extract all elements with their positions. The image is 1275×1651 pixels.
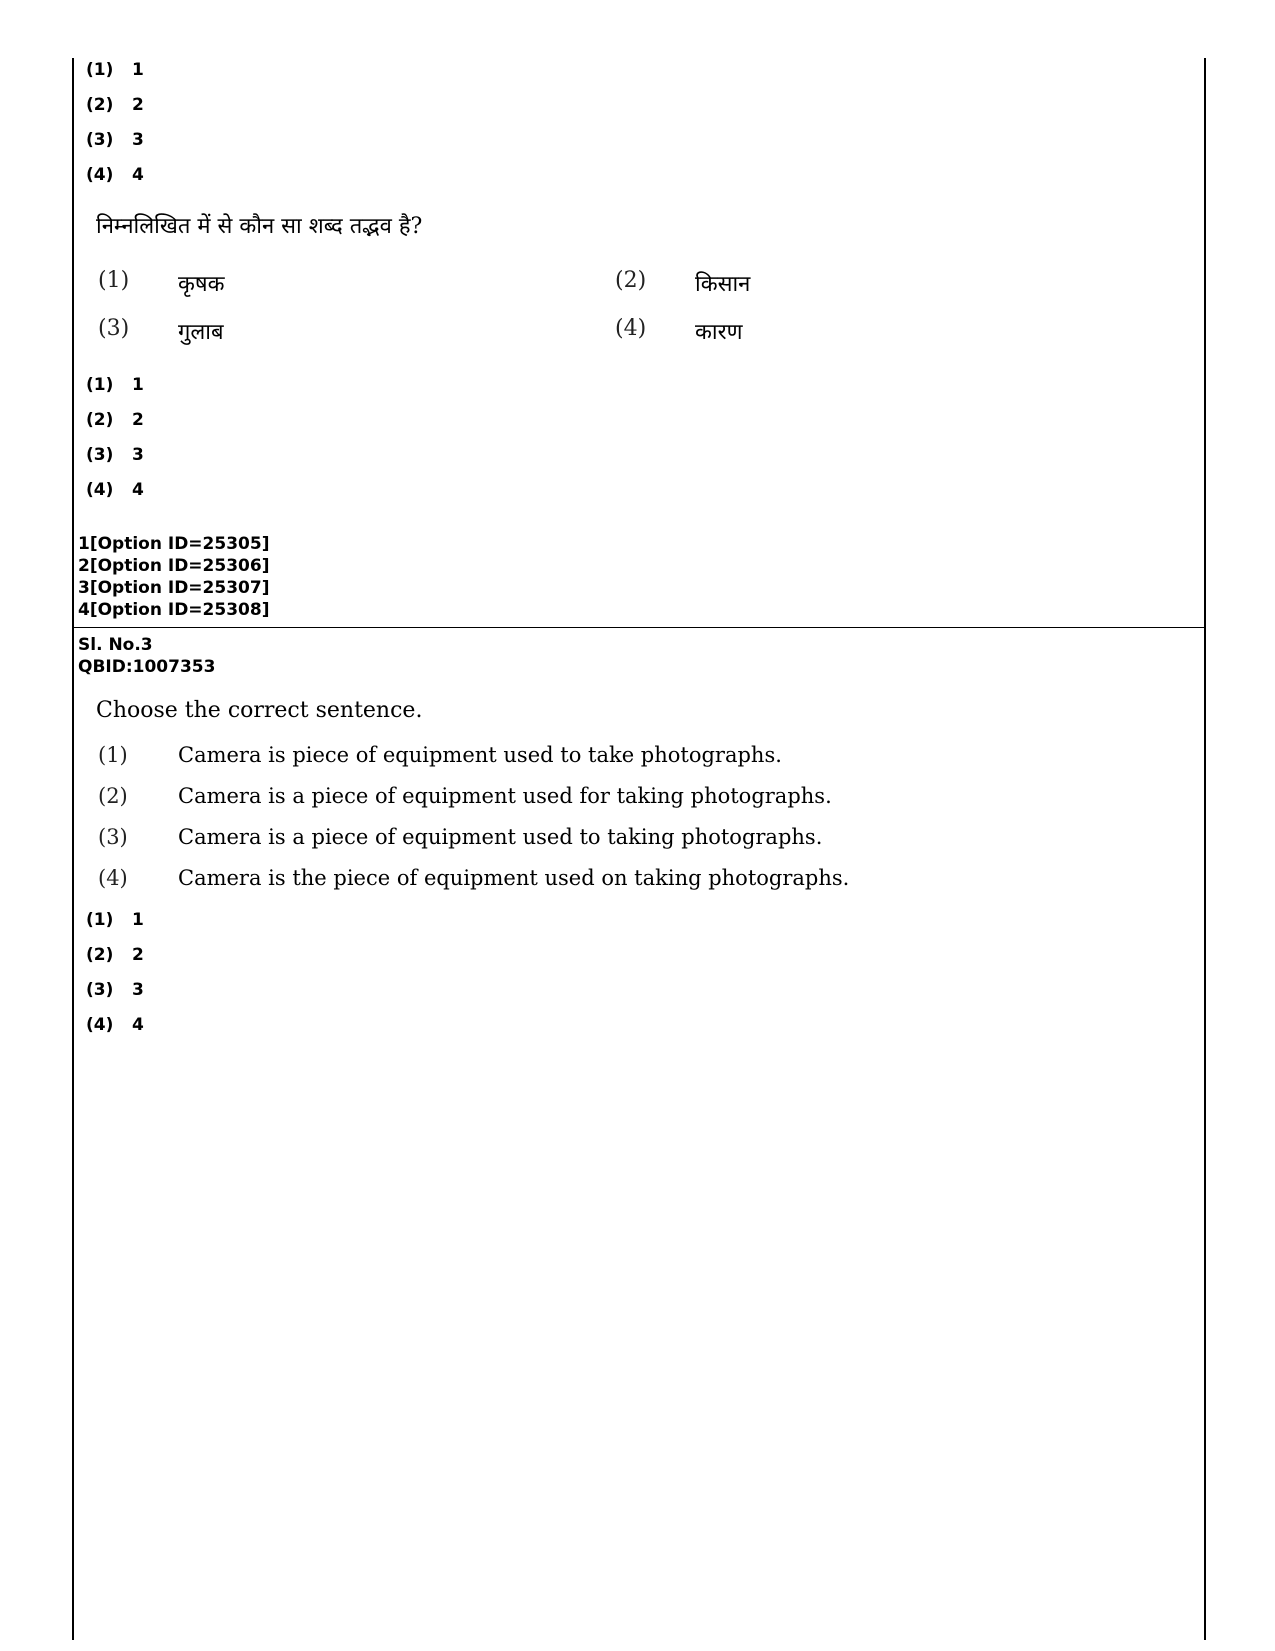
option-number: (3) [98,825,128,849]
question-3-options [98,740,849,904]
answer-row [86,945,144,980]
option-id-list [78,533,269,621]
answer-value: 1 [132,60,144,80]
option-text: Camera is piece of equipment used to take photographs. [178,743,782,767]
answer-row [86,445,144,480]
answer-number: (4) [86,165,114,185]
option-number: (2) [615,268,647,293]
option-number: (4) [98,866,128,890]
answer-number: (4) [86,480,114,500]
answer-list-prev [86,60,144,200]
option-4 [98,863,849,904]
answer-list-q2 [86,375,144,515]
answer-value: 2 [132,95,144,115]
qbid: QBID:1007353 [78,657,216,677]
option-number: (1) [98,743,128,767]
answer-row [86,60,144,95]
answer-value: 3 [132,980,144,1000]
answer-value: 1 [132,375,144,395]
answer-number: (2) [86,95,114,115]
answer-value: 4 [132,480,144,500]
answer-row [86,910,144,945]
answer-number: (3) [86,445,114,465]
option-1 [98,740,849,781]
option-id: 1[Option ID=25305] [78,534,270,554]
answer-value: 3 [132,130,144,150]
option-number: (3) [98,316,130,341]
option-id: 3[Option ID=25307] [78,578,270,598]
option-text: कारण [695,320,743,345]
question-3-meta [78,634,215,678]
answer-row [86,410,144,445]
option-4 [615,316,743,346]
answer-value: 1 [132,910,144,930]
answer-number: (1) [86,60,114,80]
answer-row [86,165,144,200]
option-3 [98,316,224,346]
option-1 [98,268,225,298]
question-divider [72,627,1206,628]
answer-row [86,480,144,515]
serial-number: Sl. No.3 [78,635,153,655]
option-text: Camera is a piece of equipment used for taking photographs. [178,784,832,808]
option-2 [98,781,849,822]
answer-number: (3) [86,980,114,1000]
answer-number: (2) [86,410,114,430]
answer-number: (2) [86,945,114,965]
answer-value: 4 [132,1015,144,1035]
option-text: किसान [695,272,751,297]
answer-value: 2 [132,410,144,430]
answer-number: (4) [86,1015,114,1035]
answer-row [86,95,144,130]
answer-number: (1) [86,375,114,395]
option-number: (1) [98,268,130,293]
answer-row [86,980,144,1015]
option-id: 4[Option ID=25308] [78,600,270,620]
answer-row [86,1015,144,1050]
answer-number: (3) [86,130,114,150]
option-number: (2) [98,784,128,808]
option-2 [615,268,750,298]
answer-value: 3 [132,445,144,465]
answer-row [86,130,144,165]
option-text: Camera is a piece of equipment used to taking photographs. [178,825,823,849]
option-id: 2[Option ID=25306] [78,556,270,576]
option-number: (4) [615,316,647,341]
answer-list-q3 [86,910,144,1050]
answer-number: (1) [86,910,114,930]
question-3-text: Choose the correct sentence. [96,698,423,723]
answer-row [86,375,144,410]
answer-value: 2 [132,945,144,965]
answer-value: 4 [132,165,144,185]
question-2-text: निम्नलिखित में से कौन सा शब्द तद्भव है? [96,214,423,239]
option-text: Camera is the piece of equipment used on taking photographs. [178,866,850,890]
option-3 [98,822,849,863]
option-text: कृषक [178,272,225,297]
option-text: गुलाब [178,320,224,345]
